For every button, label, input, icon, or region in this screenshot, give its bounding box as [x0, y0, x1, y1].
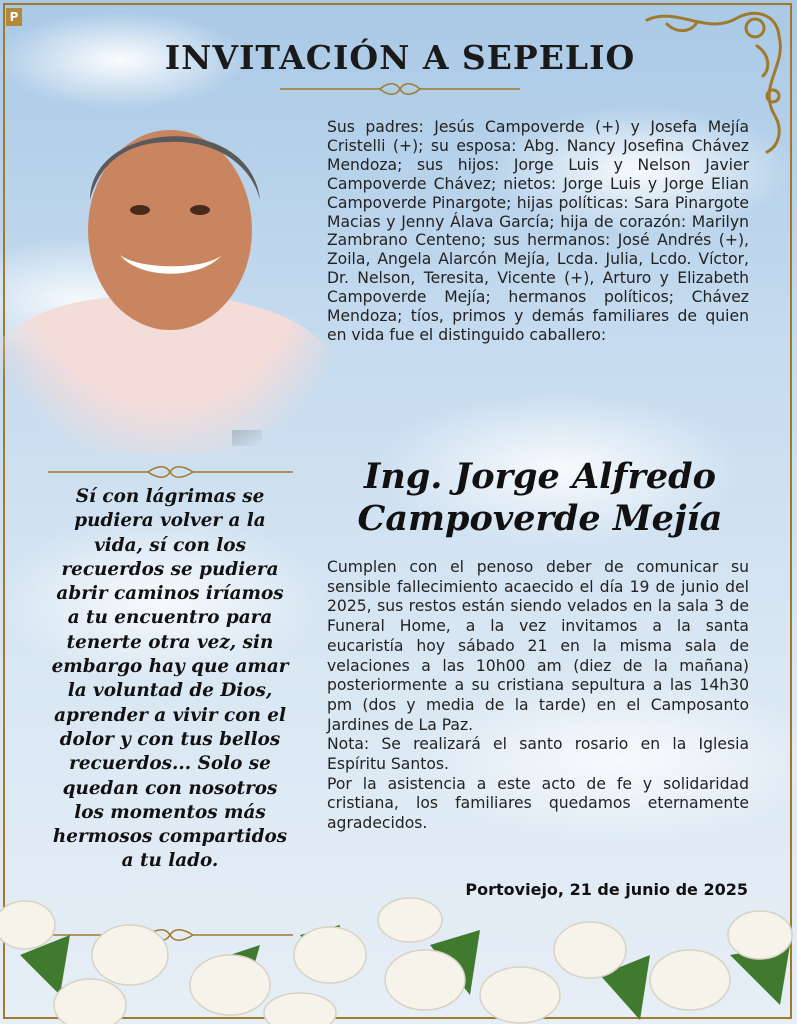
family-members-paragraph: Sus padres: Jesús Campoverde (+) y Josefa Mejía Cristelli (+); su esposa: Abg. Nancy Josefina Chávez Mendoza; sus hijos: Jorge Luis y Nelson Javier Campoverde Chávez; nietos: Jorge Luis y Jorge Elian Campoverde Pinargote; hijas políticas: Sara Pinargote Macias y Jenny Álava García; hija de corazón: Marilyn Zambrano Centeno; sus hermanos: José Andrés (+), Zoila, Angela Alarcón Mejía, Lcda. Julia, Lcdo. Víctor, Dr. Nelson, Teresita, Vicente (+), Arturo y Elizabeth Campoverde Mejía; hermanos políticos; Chávez Mendoza; tíos, primos y demás familiares de quien en vida fue el distinguido caballero: [327, 118, 749, 344]
announcement-thanks: Por la asistencia a este acto de fe y solidaridad cristiana, los familiares quedamos eternamente agradecidos. [327, 774, 749, 833]
deceased-name [330, 456, 750, 540]
deceased-name-line1: Ing. Jorge Alfredo [364, 456, 716, 497]
announcement-note: Nota: Se realizará el santo rosario en la Iglesia Espíritu Santos. [327, 735, 749, 774]
logo-badge: P [6, 8, 22, 26]
white-roses-decoration-icon [0, 895, 797, 1024]
page-title: INVITACIÓN A SEPELIO [164, 38, 636, 77]
poem-top-divider-icon [48, 465, 293, 479]
place-and-date: Portoviejo, 21 de junio de 2025 [465, 880, 748, 899]
deceased-name-line2: Campoverde Mejía [357, 498, 723, 539]
deceased-portrait-photo [0, 80, 330, 455]
announcement-main: Cumplen con el penoso deber de comunicar su sensible fallecimiento acaecido el día 19 de junio del 2025, sus restos están siendo velados en la sala 3 de Funeral Home, a la vez invitamos a la santa eucaristía hoy sábado 21 en la misma sala de velaciones a las 10h00 am (diez de la mañana) posteriormente a su cristiana sepultura a las 14h30 pm (dos y media de la tarde) en el Camposanto Jardines de La Paz. [327, 558, 749, 734]
announcement-block [327, 558, 749, 834]
memorial-poem: Sí con lágrimas se pudiera volver a la vida, sí con los recuerdos se pudiera abrir caminos iríamos a tu encuentro para tenerte otra vez, sin embargo hay que amar la voluntad de Dios, aprender a vivir con el dolor y con tus bellos recuerdos... Solo se quedan con nosotros los momentos más hermosos compartidos a tu lado. [51, 486, 289, 872]
